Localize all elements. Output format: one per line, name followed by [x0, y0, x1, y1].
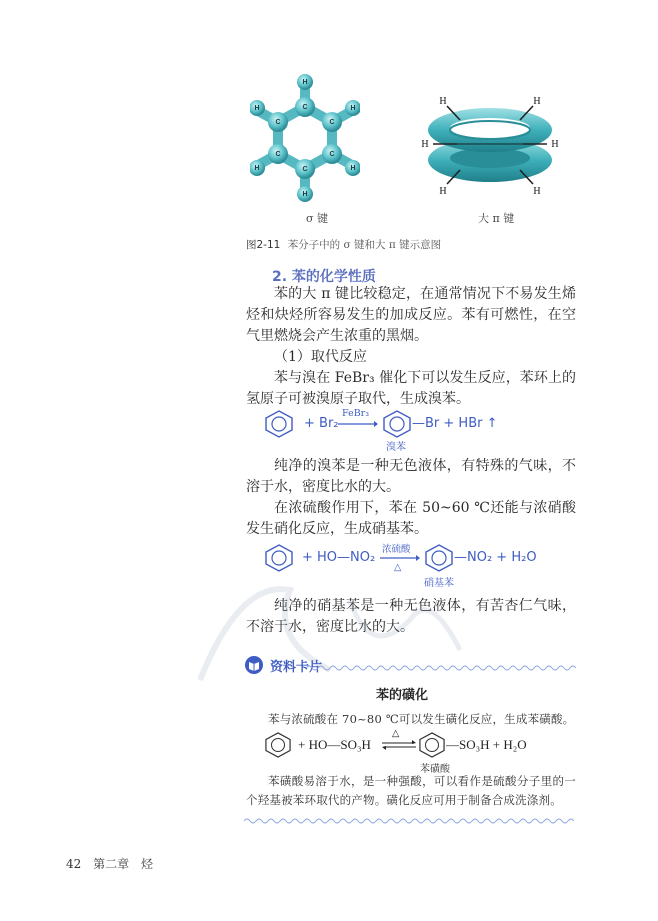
sigma-bond-label: σ 键 — [306, 212, 329, 225]
eq3-condition: △ — [392, 728, 400, 739]
svg-text:C: C — [329, 151, 335, 158]
eq3-product-name: 苯磺酸 — [420, 764, 450, 775]
svg-text:C: C — [329, 119, 335, 126]
figure-number: 图2-11 — [246, 239, 281, 251]
svg-text:H: H — [533, 186, 541, 197]
equation-bromination — [246, 408, 576, 453]
data-card-header — [244, 656, 574, 678]
paragraph-bromobenzene: 纯净的溴苯是一种无色液体，有特殊的气味，不溶于水，密度比水的大。 — [246, 458, 576, 495]
eq3-product: —SO₃H + H₂O — [446, 737, 527, 752]
benzene-ring-icon — [264, 410, 294, 438]
chapter-title: 烃 — [140, 857, 153, 871]
book-icon — [244, 656, 264, 674]
eq3-reagent: + HO—SO₃H — [298, 737, 371, 752]
card-paragraph-benzenesulfonic-acid: 苯磺酸易溶于水，是一种强酸，可以看作是硫酸分子里的一个羟基被苯环取代的产物。磺化反应可用于制备合成洗涤剂。 — [246, 774, 576, 807]
paragraph-bromination: 苯与溴在 FeBr₃ 催化下可以发生反应，苯环上的氢原子可被溴原子取代，生成溴苯。 — [246, 370, 576, 407]
eq1-product: —Br + HBr ↑ — [412, 416, 498, 431]
data-card-subtitle: 苯的磺化 — [376, 688, 429, 703]
eq1-product-name: 溴苯 — [386, 442, 406, 453]
svg-text:C: C — [275, 119, 281, 126]
card-paragraph-sulfonation: 苯与浓硫酸在 70~80 ℃可以发生磺化反应，生成苯磺酸。 — [268, 712, 575, 726]
paragraph-stability: 苯的大 π 键比较稳定，在通常情况下不易发生烯烃和炔烃所容易发生的加成反应。苯有可燃性，在空气里燃烧会产生浓重的黑烟。 — [246, 286, 576, 344]
svg-text:H: H — [439, 186, 447, 197]
reversible-arrow-icon — [382, 740, 416, 750]
svg-text:H: H — [254, 105, 260, 112]
svg-text:H: H — [439, 96, 447, 107]
pi-bond-model-image — [405, 92, 575, 202]
svg-text:H: H — [551, 139, 559, 150]
eq1-reagent: + Br₂ — [304, 416, 339, 431]
pi-bond-label: 大 π 键 — [478, 212, 515, 225]
figure-caption — [246, 237, 441, 252]
eq2-product: —NO₂ + H₂O — [454, 550, 537, 565]
svg-text:H: H — [302, 191, 308, 198]
svg-text:H: H — [350, 105, 356, 112]
page-footer — [66, 855, 161, 872]
eq1-catalyst: FeBr₃ — [342, 408, 370, 419]
reaction-arrow-icon — [338, 420, 378, 428]
svg-text:H: H — [533, 96, 541, 107]
paragraph-nitrobenzene: 纯净的硝基苯是一种无色液体，有苦杏仁气味，不溶于水，密度比水的大。 — [246, 598, 576, 635]
svg-text:C: C — [302, 104, 308, 111]
sigma-bond-model-image — [250, 62, 360, 212]
eq2-condition-bottom: △ — [394, 562, 402, 573]
watermark-image — [180, 560, 480, 700]
figure-caption-text: 苯分子中的 σ 键和大 π 键示意图 — [287, 239, 442, 251]
svg-text:H: H — [350, 165, 356, 172]
benzene-ring-icon — [418, 732, 446, 758]
benzene-ring-icon — [382, 410, 412, 438]
svg-text:H: H — [302, 79, 308, 86]
svg-text:H: H — [254, 165, 260, 172]
section-heading: 2. 苯的化学性质 — [272, 269, 376, 285]
page-number: 42 — [66, 857, 82, 871]
eq2-condition-top: 浓硫酸 — [382, 544, 411, 555]
chapter-label: 第二章 — [93, 857, 130, 871]
eq2-product-name: 硝基苯 — [424, 578, 454, 589]
svg-text:C: C — [275, 151, 281, 158]
card-bottom-divider — [244, 817, 574, 825]
eq2-reagent: + HO—NO₂ — [302, 550, 376, 565]
benzene-ring-icon — [264, 732, 292, 758]
wavy-divider — [306, 664, 576, 672]
paragraph-nitration: 在浓硫酸作用下，苯在 50~60 ℃还能与浓硝酸发生硝化反应，生成硝基苯。 — [246, 500, 576, 537]
figure-benzene-bonds — [240, 62, 570, 232]
svg-text:C: C — [302, 166, 308, 173]
svg-text:H: H — [421, 139, 429, 150]
equation-sulfonation — [246, 728, 576, 775]
subheading-substitution: （1）取代反应 — [274, 349, 367, 365]
data-card-title: 资料卡片 — [270, 660, 323, 675]
